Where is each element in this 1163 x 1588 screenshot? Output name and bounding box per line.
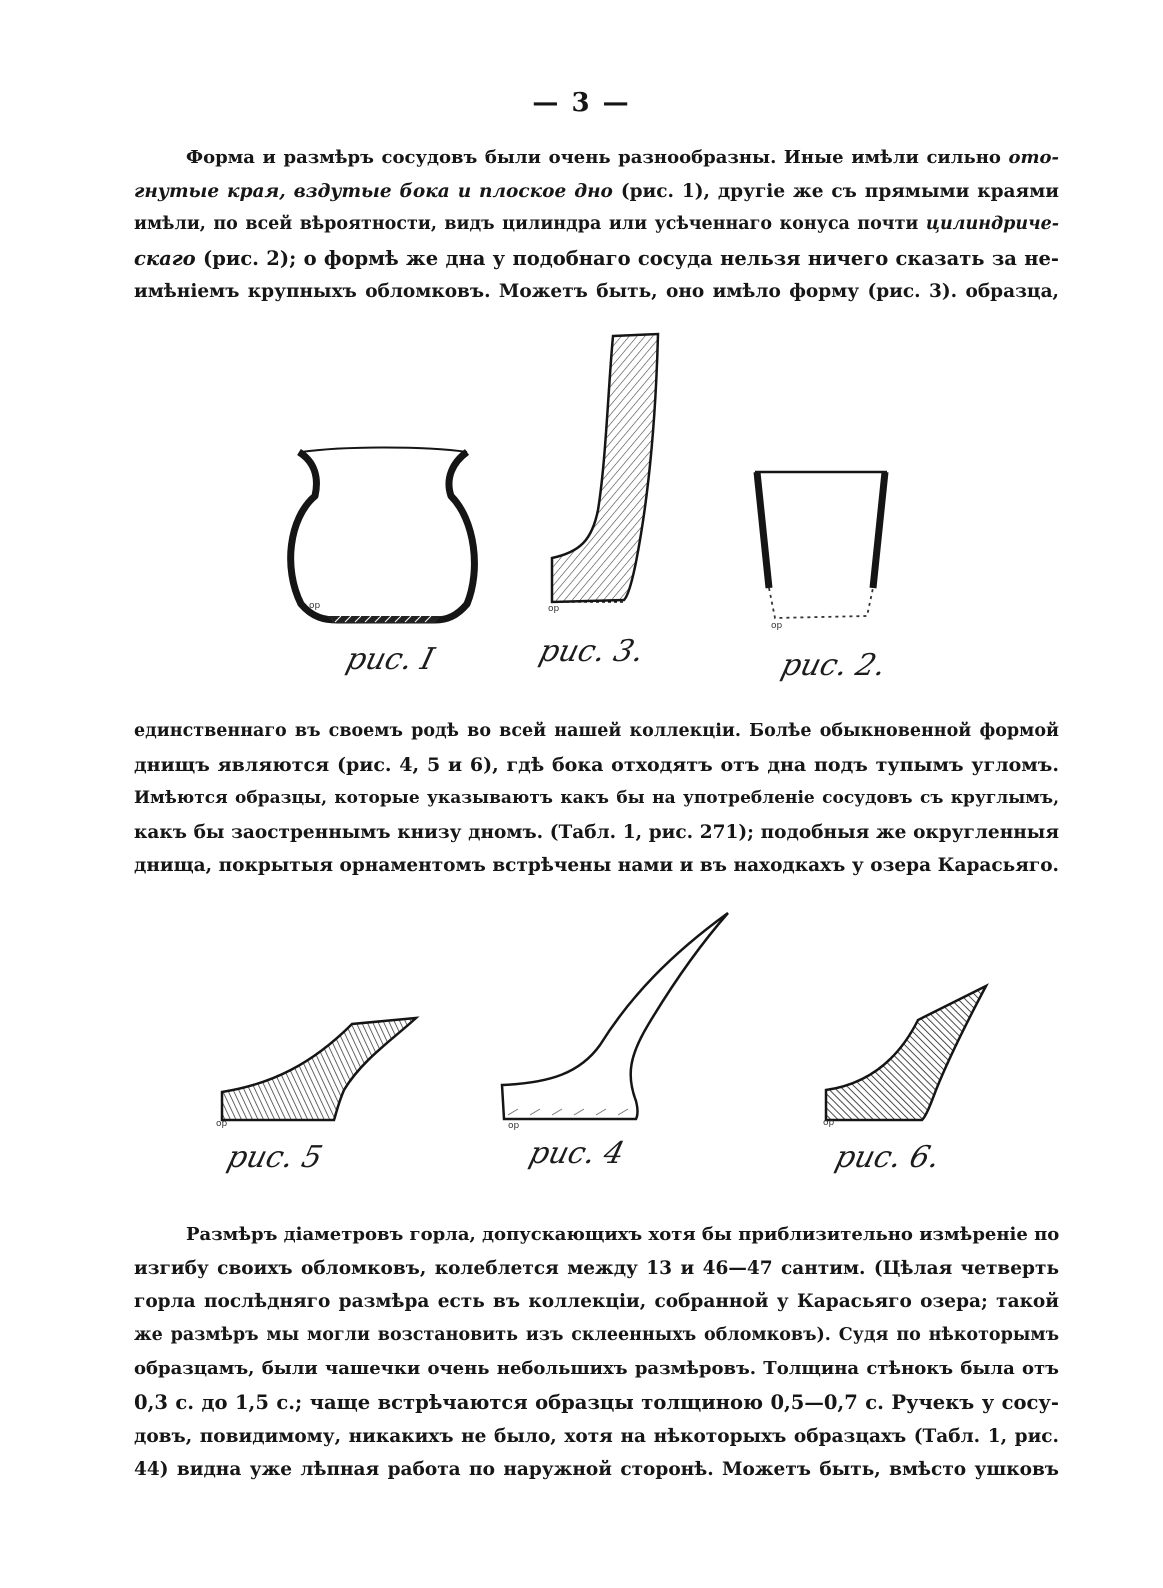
figure-5-caption: рис. 5	[223, 1140, 326, 1175]
figure-1-caption: рис. I	[342, 642, 438, 677]
figure-3-mark: ор	[548, 604, 560, 614]
paragraph-2-line-5: днища, покрытыя орнаментомъ встрѣчены нами и въ находкахъ у озера Карасьяго.	[134, 855, 1059, 877]
page-number: — 3 —	[532, 88, 631, 118]
paragraph-1-line-5: имѣніемъ крупныхъ обломковъ. Можетъ быть, оно имѣло форму (рис. 3). образца,	[134, 281, 1059, 303]
figure-4-fragment	[490, 905, 740, 1130]
paragraph-1	[134, 141, 1059, 309]
figure-2-caption: рис. 2.	[777, 648, 890, 683]
paragraph-3-line-1: Размѣръ діаметровъ горла, допускающихъ хотя бы приблизительно измѣреніе по	[186, 1224, 1060, 1245]
figure-4-caption: рис. 4	[525, 1136, 628, 1171]
paragraph-2-line-3: Имѣются образцы, которые указываютъ какъ бы на употребленіе сосудовъ съ круглымъ,	[134, 788, 1059, 809]
figure-3-caption: рис. 3.	[535, 634, 648, 669]
paragraph-3	[134, 1218, 1059, 1487]
paragraph-1-line-1: Форма и размѣръ сосудовъ были очень разнообразны. Иные имѣли сильно ото-	[186, 147, 1059, 168]
paragraph-2	[134, 715, 1059, 883]
paragraph-3-line-5: образцамъ, были чашечки очень небольшихъ размѣровъ. Толщина стѣнокъ была отъ	[134, 1358, 1059, 1380]
paragraph-1-line-3: имѣли, по всей вѣроятности, видъ цилиндра или усѣченнаго конуса почти цилиндриче-	[134, 214, 1059, 235]
figure-3-fragment	[540, 330, 670, 620]
paragraph-3-line-4: же размѣръ мы могли возстановить изъ склеенныхъ обломковъ). Судя по нѣкоторымъ	[134, 1324, 1059, 1345]
figure-4-mark: ор	[508, 1121, 520, 1131]
paragraph-3-line-7: довъ, повидимому, никакихъ не было, хотя на нѣкоторыхъ образцахъ (Табл. 1, рис.	[134, 1425, 1059, 1447]
figure-6-mark: ор	[823, 1118, 835, 1128]
figure-5-fragment	[212, 1010, 422, 1130]
figure-1-mark: ор	[309, 601, 321, 611]
paragraph-3-line-6: 0,3 с. до 1,5 с.; чаще встрѣчаются образцы толщиною 0,5—0,7 с. Ручекъ у сосу-	[134, 1390, 1059, 1414]
paragraph-2-line-1: единственнаго въ своемъ родѣ во всей нашей коллекціи. Болѣе обыкновенной формой	[134, 721, 1059, 741]
figure-6-fragment	[818, 980, 998, 1130]
paragraph-3-line-2: изгибу своихъ обломковъ, колеблется между 13 и 46—47 сантим. (Цѣлая четверть	[134, 1257, 1059, 1279]
figure-2-mark: ор	[771, 621, 783, 631]
paragraph-2-line-2: днищъ являются (рис. 4, 5 и 6), гдѣ бока отходятъ отъ дна подъ тупымъ угломъ.	[134, 753, 1059, 776]
paragraph-3-line-8: 44) видна уже лѣпная работа по наружной сторонѣ. Можетъ быть, вмѣсто ушковъ	[134, 1459, 1059, 1481]
figure-6-caption: рис. 6.	[831, 1140, 944, 1175]
paragraph-1-line-4: скаго (рис. 2); о формѣ же дна у подобнаго сосуда нельзя ничего сказать за не-	[134, 246, 1059, 270]
figure-2-cylinder	[745, 460, 895, 630]
figure-5-mark: ор	[216, 1119, 228, 1129]
paragraph-1-line-2: гнутые края, вздутые бока и плоское дно (рис. 1), другіе же съ прямыми краями	[134, 180, 1059, 202]
paragraph-2-line-4: какъ бы заостреннымъ книзу дномъ. (Табл. 1, рис. 271); подобныя же округленныя	[134, 821, 1059, 843]
paragraph-3-line-3: горла послѣдняго размѣра есть въ коллекціи, собранной у Карасьяго озера; такой	[134, 1291, 1059, 1313]
